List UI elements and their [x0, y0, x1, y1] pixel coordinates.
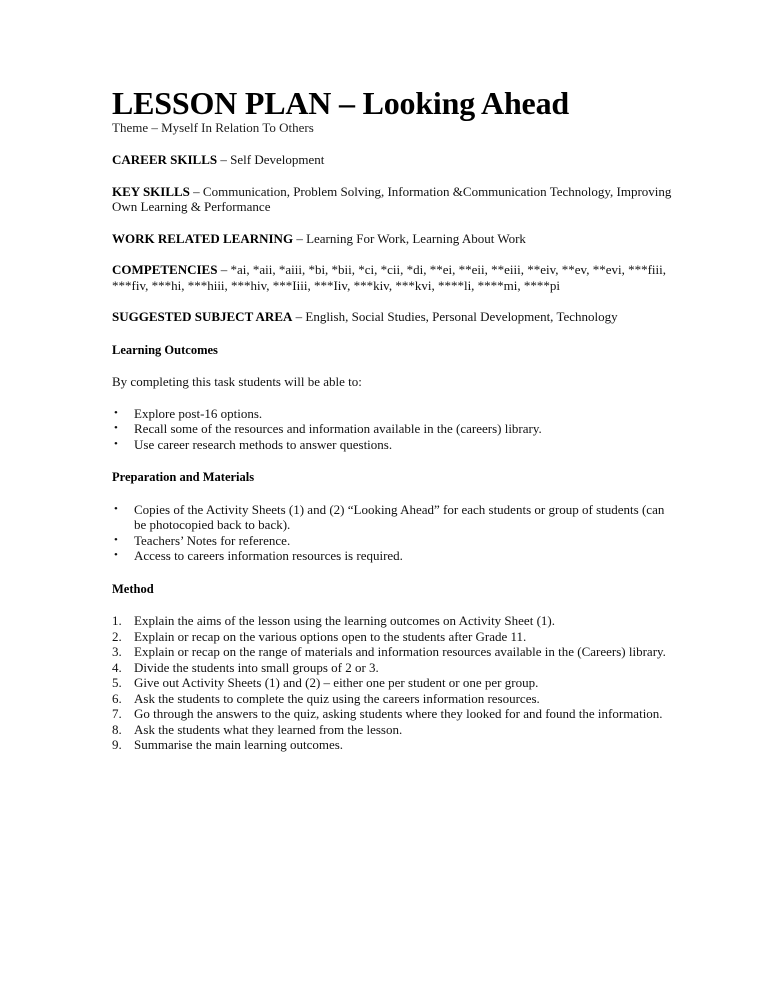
method-step — [112, 629, 672, 645]
step-text: Summarise the main learning outcomes. — [134, 737, 344, 752]
document-title: LESSON PLAN – Looking Ahead — [112, 85, 569, 121]
field-separator: – — [189, 183, 203, 199]
field-work-related-learning — [112, 231, 672, 247]
list-item-text: Use career research methods to answer questions. — [134, 436, 393, 452]
field-value: *ai, *aii, *aiii, *bi, *bii, *ci, *cii, *di, **ei, **eii, **eiii, **eiv, **ev, **evi, ***fiii, ***fiv, ***hi, ***hiii, ***hiv, ***Iiii, ***Iiv, ***kiv, ***kvi, ****li, ****mi, ****pi — [112, 262, 667, 293]
learning-outcomes-intro: By completing this task students will be able to: — [112, 374, 362, 389]
method-list — [112, 613, 672, 753]
field-value: Communication, Problem Solving, Information &Communication Technology, Improving Own Learning & Performance — [112, 183, 672, 214]
field-separator: – — [292, 309, 306, 324]
field-label: COMPETENCIES — [112, 262, 218, 277]
step-text: Go through the answers to the quiz, asking students where they looked for and found the information. — [134, 706, 663, 721]
list-item — [112, 406, 672, 422]
step-text: Explain or recap on the range of materials and information resources available in the (Careers) library. — [134, 644, 666, 659]
bullet-icon: • — [114, 533, 118, 546]
preparation-heading: Preparation and Materials — [112, 470, 255, 484]
step-text: Explain the aims of the lesson using the learning outcomes on Activity Sheet (1). — [134, 613, 555, 628]
field-label: CAREER SKILLS — [112, 152, 218, 167]
method-step — [112, 675, 672, 691]
method-heading: Method — [112, 581, 154, 596]
step-text: Explain or recap on the various options open to the students after Grade 11. — [134, 628, 527, 644]
method-step — [112, 613, 672, 629]
step-text: Ask the students to complete the quiz using the careers information resources. — [134, 690, 540, 706]
step-number: 6. — [112, 690, 122, 706]
learning-outcomes-list — [112, 406, 672, 453]
field-value: Self Development — [230, 152, 325, 167]
field-suggested-subject-area — [112, 309, 672, 325]
method-step — [112, 691, 672, 707]
list-item — [112, 502, 672, 533]
bullet-icon: • — [114, 502, 118, 515]
field-label: KEY SKILLS — [112, 183, 190, 199]
step-number: 8. — [112, 721, 122, 737]
list-item-text: Recall some of the resources and information available in the (careers) library. — [134, 421, 542, 436]
bullet-icon: • — [114, 406, 118, 419]
list-item-text: Explore post-16 options. — [134, 405, 263, 421]
step-number: 7. — [112, 706, 122, 721]
list-item — [112, 533, 672, 549]
field-key-skills — [112, 184, 672, 215]
step-number: 1. — [112, 613, 122, 628]
method-step — [112, 660, 672, 676]
field-separator: – — [293, 230, 307, 246]
field-label: SUGGESTED SUBJECT AREA — [112, 309, 293, 324]
learning-outcomes-heading: Learning Outcomes — [112, 342, 218, 357]
bullet-icon: • — [114, 437, 118, 450]
field-separator: – — [217, 262, 231, 277]
field-competencies — [112, 262, 672, 293]
step-text: Give out Activity Sheets (1) and (2) – either one per student or one per group. — [134, 675, 539, 690]
step-number: 9. — [112, 737, 122, 752]
method-step — [112, 722, 672, 738]
method-step — [112, 644, 672, 660]
step-number: 2. — [112, 628, 122, 644]
bullet-icon: • — [114, 549, 118, 561]
theme-line: Theme – Myself In Relation To Others — [112, 120, 314, 135]
step-number: 5. — [112, 675, 122, 690]
list-item-text: Copies of the Activity Sheets (1) and (2) “Looking Ahead” for each students or group of students (can be photocopied back to back). — [134, 501, 665, 532]
document-page — [112, 86, 672, 753]
list-item — [112, 437, 672, 453]
list-item — [112, 548, 672, 564]
preparation-list — [112, 502, 672, 564]
step-text: Divide the students into small groups of 2 or 3. — [134, 659, 379, 675]
list-item-text: Teachers’ Notes for reference. — [134, 532, 291, 548]
step-number: 4. — [112, 659, 122, 675]
list-item-text: Access to careers information resources is required. — [134, 548, 403, 563]
field-separator: – — [217, 152, 231, 167]
bullet-icon: • — [114, 422, 118, 434]
method-step — [112, 706, 672, 722]
method-step — [112, 737, 672, 753]
step-text: Ask the students what they learned from the lesson. — [134, 721, 403, 737]
field-label: WORK RELATED LEARNING — [112, 230, 294, 246]
step-number: 3. — [112, 644, 122, 659]
field-value: English, Social Studies, Personal Development, Technology — [305, 309, 618, 324]
field-career-skills — [112, 152, 672, 168]
list-item — [112, 421, 672, 437]
field-value: Learning For Work, Learning About Work — [306, 230, 526, 246]
